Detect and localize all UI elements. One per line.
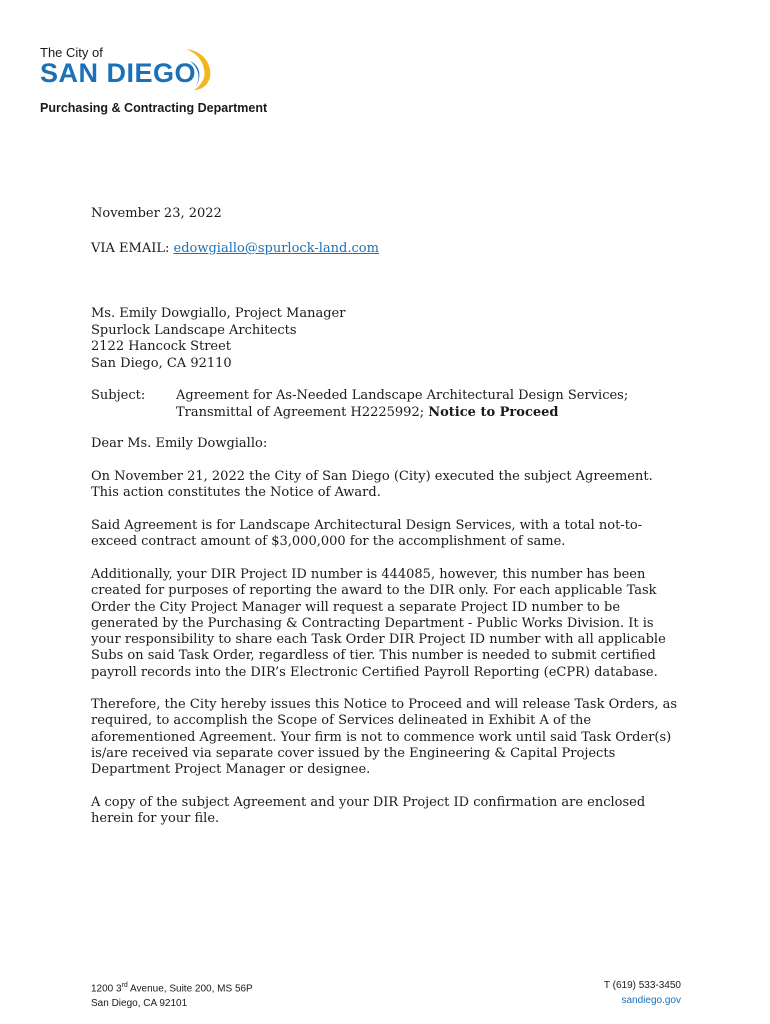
recipient-city: San Diego, CA 92110 — [91, 355, 232, 371]
subject-line-2-plain: Transmittal of Agreement H2225992; — [176, 404, 429, 420]
footer-address — [91, 978, 253, 1011]
salutation: Dear Ms. Emily Dowgiallo: — [91, 436, 268, 451]
subject-line-1: Agreement for As-Needed Landscape Architectural Design Services; — [176, 388, 629, 403]
via-email-label: VIA EMAIL: — [91, 241, 174, 256]
subject-label: Subject: — [91, 388, 146, 403]
sun-icon — [182, 47, 214, 91]
footer-city: San Diego, CA 92101 — [91, 998, 188, 1010]
footer-street-number: 1200 3 — [91, 983, 122, 995]
logo-san-diego-text: SAN DIEGO — [40, 58, 197, 88]
footer-street-rest: Avenue, Suite 200, MS 56P — [127, 983, 253, 995]
logo-city-of-text: The City of — [40, 45, 103, 60]
subject-notice-to-proceed: Notice to Proceed — [428, 404, 559, 420]
footer-phone: T (619) 533-3450 — [603, 980, 681, 991]
footer-website-link[interactable]: sandiego.gov — [621, 995, 681, 1006]
paragraph-contract-amount: Said Agreement is for Landscape Architectural Design Services, with a total not-to-exceed contract amount of $3,000,000 for the accomplishment of same. — [91, 518, 643, 550]
paragraph-notice-to-proceed: Therefore, the City hereby issues this Notice to Proceed and will release Task Orders, as required, to accomplish the Scope of Services delineated in Exhibit A of the aforementioned Agreement. Your firm is not to commence work until said Task Order(s) is/are received via separate cover issued by the Engineering & Capital Projects Department Project Manager or designee. — [91, 697, 678, 778]
department-name: Purchasing & Contracting Department — [40, 101, 268, 115]
footer-street-sup: rd — [121, 982, 128, 989]
footer-street — [91, 978, 253, 996]
subject-line-2 — [176, 405, 676, 422]
letter-date: November 23, 2022 — [91, 206, 222, 221]
recipient-street: 2122 Hancock Street — [91, 339, 232, 354]
recipient-email-link[interactable]: edowgiallo@spurlock-land.com — [173, 241, 379, 256]
recipient-name: Ms. Emily Dowgiallo, Project Manager — [91, 306, 346, 321]
paragraph-dir-project-id: Additionally, your DIR Project ID number is 444085, however, this number has been created for purposes of reporting the award to the DIR only. For each applicable Task Order the City Project Manager will request a separate Project ID number to be generated by the Purchasing & Contracting Department - Public Works Division. It is your responsibility to share each Task Order DIR Project ID number with all applicable Subs on said Task Order, regardless of tier. This number is needed to submit certified payroll records into the DIR’s Electronic Certified Payroll Reporting (eCPR) database. — [91, 567, 666, 680]
recipient-block — [91, 306, 345, 372]
city-logo — [40, 45, 220, 93]
paragraph-award: On November 21, 2022 the City of San Diego (City) executed the subject Agreement. This action constitutes the Notice of Award. — [91, 469, 653, 501]
via-email-line — [91, 241, 379, 258]
subject-text — [176, 388, 676, 421]
paragraph-enclosures: A copy of the subject Agreement and your DIR Project ID confirmation are enclosed herein for your file. — [91, 795, 646, 827]
recipient-company: Spurlock Landscape Architects — [91, 322, 297, 338]
footer-contact — [604, 978, 681, 1008]
